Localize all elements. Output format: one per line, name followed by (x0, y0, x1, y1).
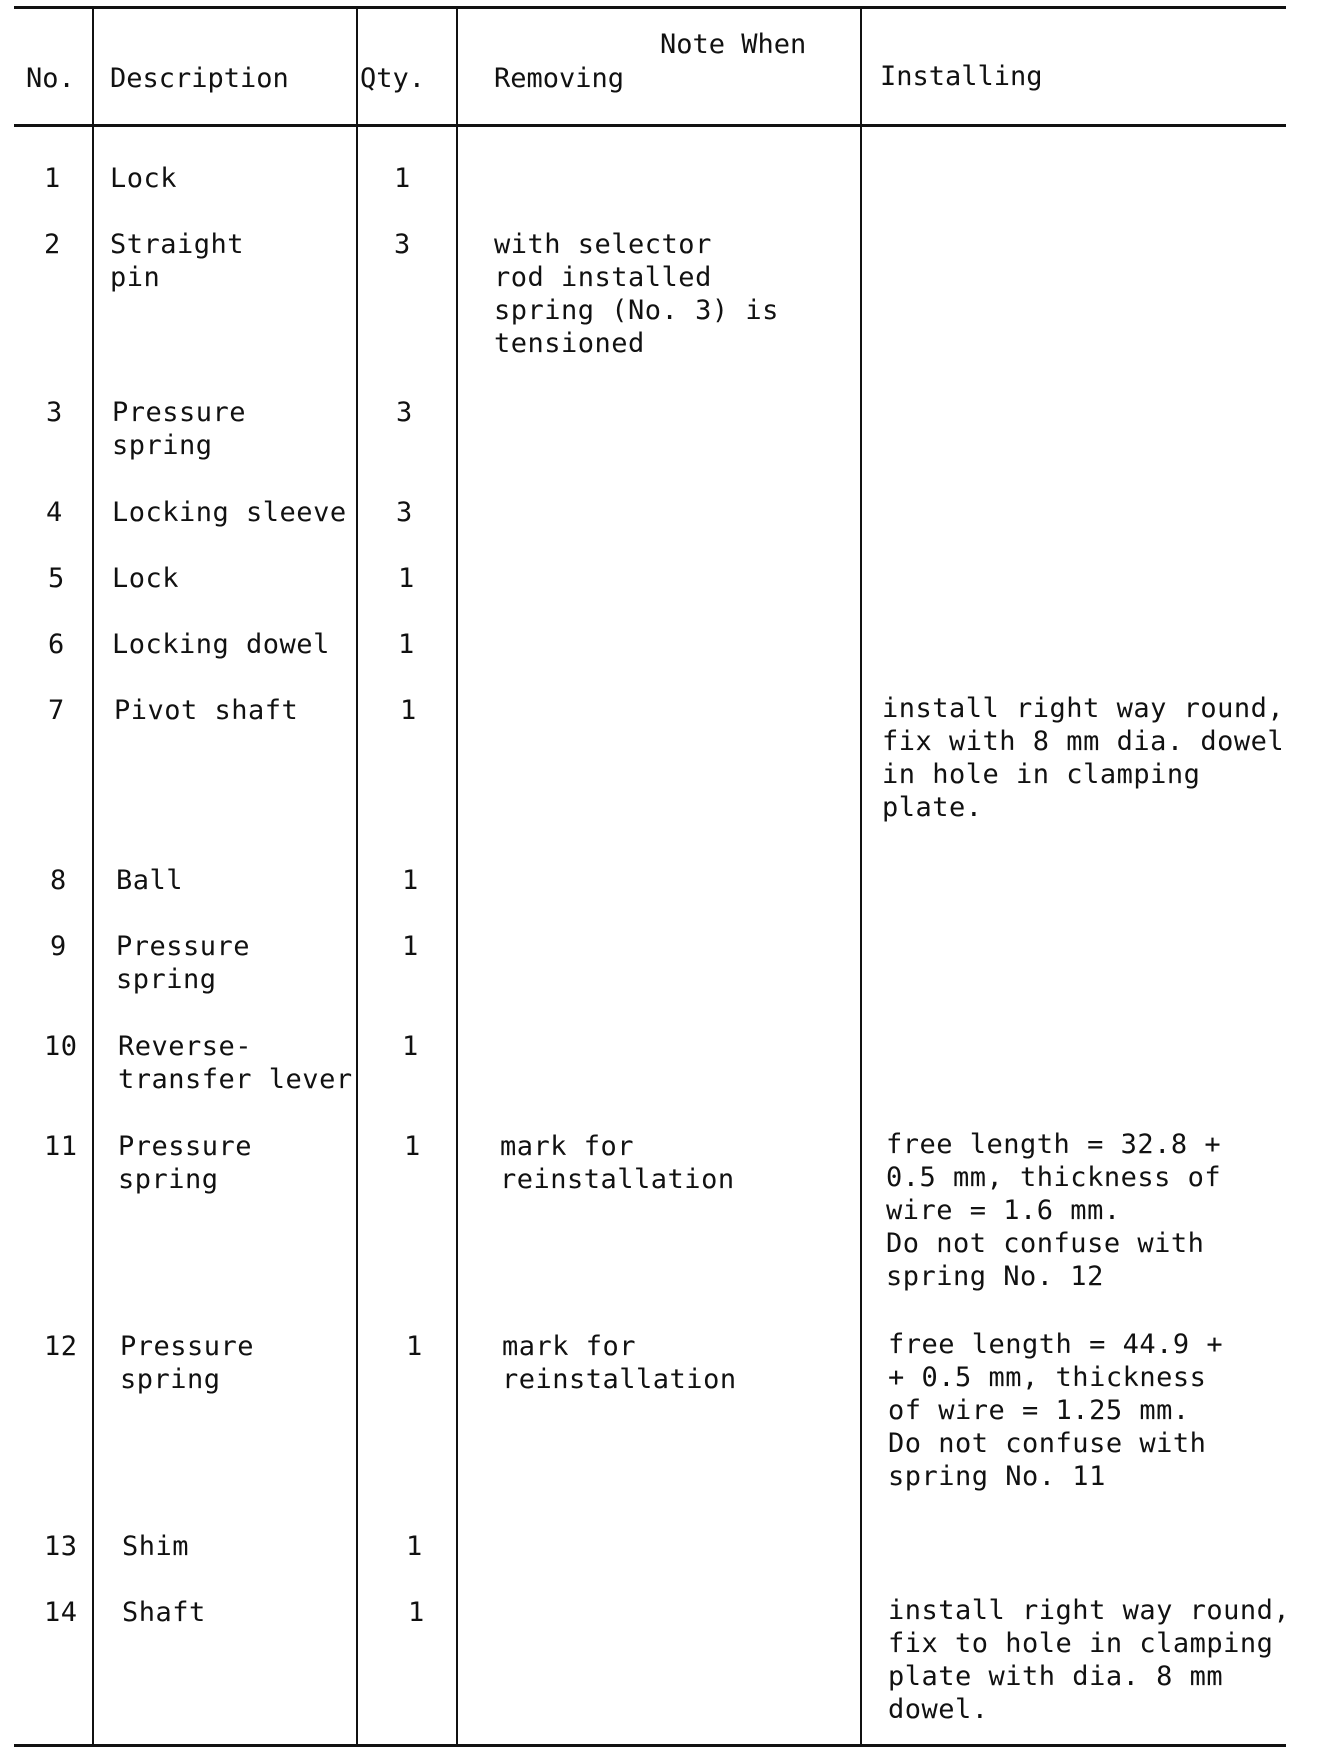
row-2-qty: 3 (394, 229, 411, 260)
row-5-no: 5 (48, 563, 65, 594)
row-7-installing: install right way round, fix with 8 mm dia. dowel in hole in clamping plate. (882, 693, 1285, 823)
row-6-qty: 1 (398, 629, 415, 660)
row-8-description: Ball (116, 865, 184, 896)
row-13-description: Shim (122, 1531, 190, 1562)
row-12-installing: free length = 44.9 + + 0.5 mm, thickness of wire = 1.25 mm. Do not confuse with spring No. 11 (888, 1329, 1224, 1492)
column-divider-removing (860, 8, 862, 1746)
row-14-qty: 1 (408, 1597, 425, 1628)
row-3-qty: 3 (396, 397, 413, 428)
row-14-no: 14 (44, 1597, 78, 1628)
row-12-no: 12 (44, 1331, 78, 1362)
row-6-no: 6 (48, 629, 65, 660)
row-2-no: 2 (44, 229, 61, 260)
header-note-when: Note When (660, 29, 807, 60)
row-3-description: Pressure spring (112, 397, 247, 461)
row-7-no: 7 (48, 695, 65, 726)
row-11-removing: mark for reinstallation (500, 1131, 735, 1195)
row-10-qty: 1 (402, 1031, 419, 1062)
row-11-no: 11 (44, 1131, 78, 1162)
header-qty: Qty. (360, 63, 426, 94)
row-14-description: Shaft (122, 1597, 206, 1628)
row-1-qty: 1 (394, 163, 411, 194)
header-removing: Removing (494, 63, 625, 94)
row-5-description: Lock (112, 563, 180, 594)
row-1-description: Lock (110, 163, 178, 194)
row-14-installing: install right way round, fix to hole in clamping plate with dia. 8 mm dowel. (888, 1595, 1291, 1725)
row-8-no: 8 (50, 865, 67, 896)
header-no: No. (26, 63, 75, 94)
row-4-qty: 3 (396, 497, 413, 528)
row-7-qty: 1 (400, 695, 417, 726)
row-2-removing: with selector rod installed spring (No. 3) is tensioned (494, 229, 779, 359)
row-10-no: 10 (44, 1031, 78, 1062)
row-8-qty: 1 (402, 865, 419, 896)
row-12-removing: mark for reinstallation (502, 1331, 737, 1395)
row-3-no: 3 (46, 397, 63, 428)
row-2-description: Straight pin (110, 229, 245, 293)
column-divider-qty (456, 8, 458, 1746)
header-description: Description (110, 63, 289, 94)
column-divider-no (92, 8, 94, 1746)
row-11-description: Pressure spring (118, 1131, 253, 1195)
row-4-description: Locking sleeve (112, 497, 347, 528)
row-7-description: Pivot shaft (114, 695, 299, 726)
row-13-qty: 1 (406, 1531, 423, 1562)
header-bottom-rule (14, 124, 1286, 127)
header-installing: Installing (880, 61, 1043, 92)
row-11-qty: 1 (404, 1131, 421, 1162)
row-9-description: Pressure spring (116, 931, 251, 995)
row-12-description: Pressure spring (120, 1331, 255, 1395)
row-5-qty: 1 (398, 563, 415, 594)
column-divider-description (356, 8, 358, 1746)
row-6-description: Locking dowel (112, 629, 330, 660)
table-bottom-rule (14, 1744, 1286, 1747)
row-4-no: 4 (46, 497, 63, 528)
row-9-no: 9 (50, 931, 67, 962)
row-9-qty: 1 (402, 931, 419, 962)
row-1-no: 1 (44, 163, 61, 194)
row-12-qty: 1 (406, 1331, 423, 1362)
table-top-rule (14, 6, 1286, 9)
row-13-no: 13 (44, 1531, 78, 1562)
row-10-description: Reverse- transfer lever (118, 1031, 353, 1095)
row-11-installing: free length = 32.8 + 0.5 mm, thickness of wire = 1.6 mm. Do not confuse with spring No. 12 (886, 1129, 1222, 1292)
